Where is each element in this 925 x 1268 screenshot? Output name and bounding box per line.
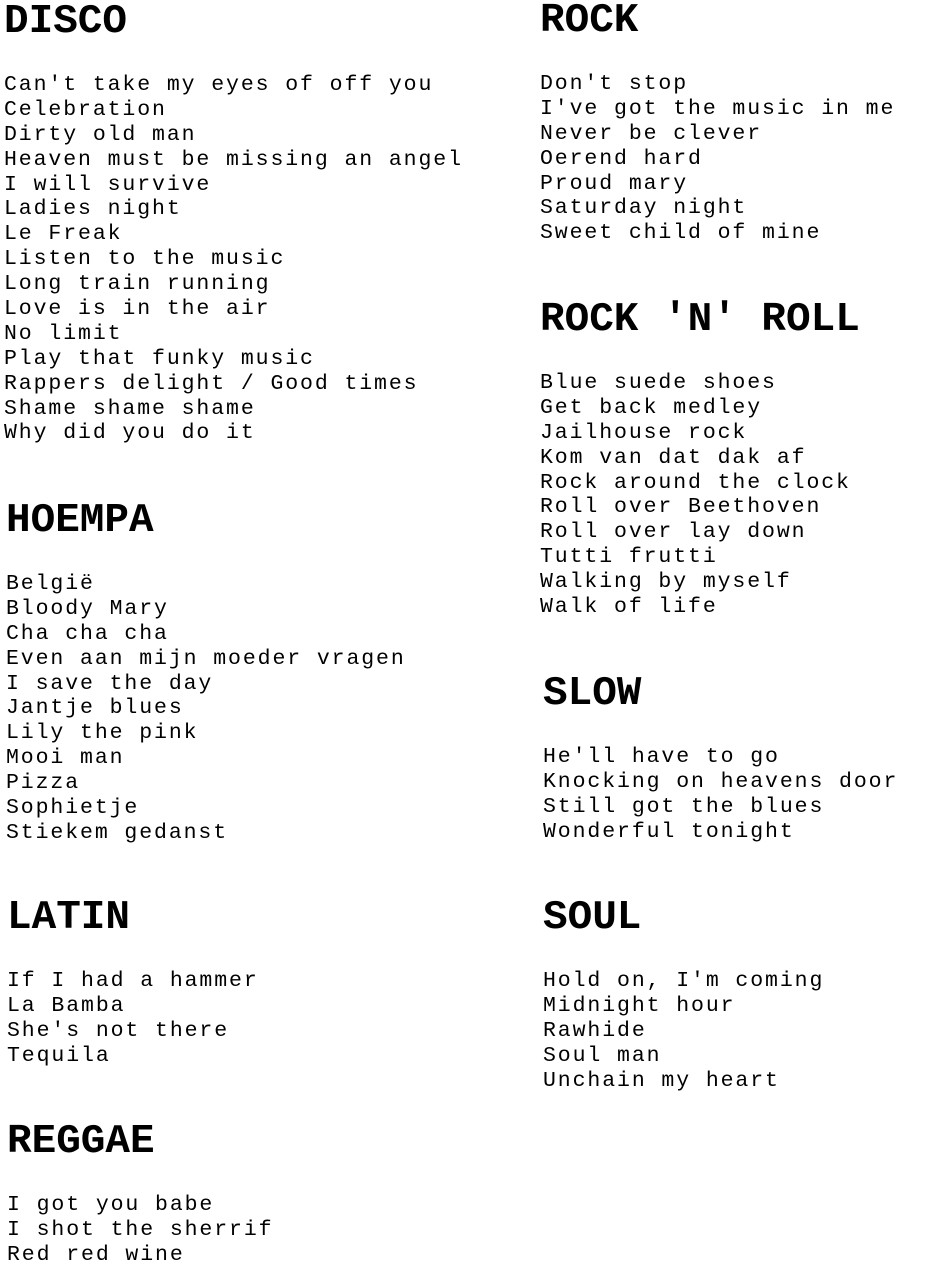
song-title: Red red wine bbox=[7, 1242, 185, 1267]
song-title: I've got the music in me bbox=[540, 96, 896, 121]
song-title: Why did you do it bbox=[4, 421, 256, 446]
song-title: Tutti frutti bbox=[540, 545, 718, 570]
song-title: Walking by myself bbox=[540, 570, 792, 595]
song-title: Proud mary bbox=[540, 171, 689, 196]
song-title: Rappers delight / Good times bbox=[4, 371, 419, 396]
song-title: Get back medley bbox=[540, 395, 763, 420]
song-title: Still got the blues bbox=[543, 794, 825, 819]
song-title: Sweet child of mine bbox=[540, 221, 822, 246]
song-title: Celebration bbox=[4, 97, 167, 122]
song-title: Shame shame shame bbox=[4, 396, 256, 421]
song-title: Unchain my heart bbox=[543, 1068, 780, 1093]
section-title-soul: SOUL bbox=[543, 895, 642, 941]
section-title-slow: SLOW bbox=[543, 671, 642, 717]
song-title: Long train running bbox=[4, 272, 271, 297]
song-title: Heaven must be missing an angel bbox=[4, 147, 463, 172]
section-soul bbox=[543, 895, 825, 1093]
section-latin bbox=[7, 895, 259, 1069]
song-title: Sophietje bbox=[6, 796, 140, 821]
section-title-reggae: REGGAE bbox=[7, 1119, 155, 1165]
song-list-slow bbox=[543, 745, 898, 845]
song-title: Dirty old man bbox=[4, 122, 197, 147]
song-title: Jailhouse rock bbox=[540, 420, 748, 445]
song-title: Mooi man bbox=[6, 746, 125, 771]
song-list-soul bbox=[543, 969, 824, 1093]
song-title: Roll over lay down bbox=[540, 520, 807, 545]
song-title: Walk of life bbox=[540, 595, 718, 620]
section-title-rock: ROCK bbox=[540, 0, 639, 44]
song-title: Tequila bbox=[7, 1043, 111, 1068]
section-title-latin: LATIN bbox=[7, 895, 131, 941]
song-title: Le Freak bbox=[4, 222, 123, 247]
section-disco bbox=[4, 2, 463, 446]
section-hoempa bbox=[6, 498, 406, 846]
song-list-hoempa bbox=[6, 572, 406, 846]
song-title: Don't stop bbox=[540, 72, 689, 96]
song-list-reggae bbox=[7, 1193, 273, 1268]
song-title: Play that funky music bbox=[4, 346, 315, 371]
song-title: If I had a hammer bbox=[7, 969, 259, 993]
song-title: Ladies night bbox=[4, 197, 182, 222]
song-title: I will survive bbox=[4, 172, 212, 197]
song-title: Oerend hard bbox=[540, 146, 703, 171]
song-title: He'll have to go bbox=[543, 745, 780, 769]
song-title: Hold on, I'm coming bbox=[543, 969, 825, 993]
song-list-disco bbox=[4, 73, 463, 446]
song-title: Pizza bbox=[6, 771, 81, 796]
song-title: Never be clever bbox=[540, 121, 763, 146]
section-title-rock-n-roll: ROCK 'N' ROLL bbox=[540, 297, 860, 343]
song-title: Love is in the air bbox=[4, 297, 271, 322]
song-title: Can't take my eyes of off you bbox=[4, 73, 434, 97]
song-title: Cha cha cha bbox=[6, 621, 169, 646]
song-title: I save the day bbox=[6, 671, 214, 696]
song-title: Knocking on heavens door bbox=[543, 769, 899, 794]
song-title: Lily the pink bbox=[6, 721, 199, 746]
section-title-disco: DISCO bbox=[4, 0, 128, 45]
song-title: Rawhide bbox=[543, 1018, 647, 1043]
song-title: Rock around the clock bbox=[540, 470, 851, 495]
song-title: I shot the sherrif bbox=[7, 1217, 274, 1242]
song-title: België bbox=[6, 572, 95, 596]
song-title: Soul man bbox=[543, 1043, 662, 1068]
song-title: I got you babe bbox=[7, 1193, 215, 1217]
song-list-rock bbox=[540, 72, 895, 246]
song-title: Wonderful tonight bbox=[543, 819, 795, 844]
song-title: No limit bbox=[4, 321, 123, 346]
section-rock bbox=[540, 1, 895, 246]
song-title: Roll over Beethoven bbox=[540, 495, 822, 520]
song-title: Bloody Mary bbox=[6, 596, 169, 621]
song-title: Jantje blues bbox=[6, 696, 184, 721]
song-title: La Bamba bbox=[7, 993, 126, 1018]
section-title-hoempa: HOEMPA bbox=[6, 498, 154, 544]
song-title: She's not there bbox=[7, 1018, 230, 1043]
song-list-rock-n-roll bbox=[540, 371, 860, 620]
song-title: Midnight hour bbox=[543, 993, 736, 1018]
section-slow bbox=[543, 671, 899, 845]
song-title: Saturday night bbox=[540, 196, 748, 221]
section-rock-n-roll bbox=[540, 297, 860, 620]
song-list-latin bbox=[7, 969, 259, 1069]
song-title: Stiekem gedanst bbox=[6, 820, 229, 845]
song-title: Listen to the music bbox=[4, 247, 286, 272]
section-reggae bbox=[7, 1119, 274, 1268]
song-title: Blue suede shoes bbox=[540, 371, 777, 395]
song-title: Kom van dat dak af bbox=[540, 445, 807, 470]
song-title: Even aan mijn moeder vragen bbox=[6, 646, 406, 671]
